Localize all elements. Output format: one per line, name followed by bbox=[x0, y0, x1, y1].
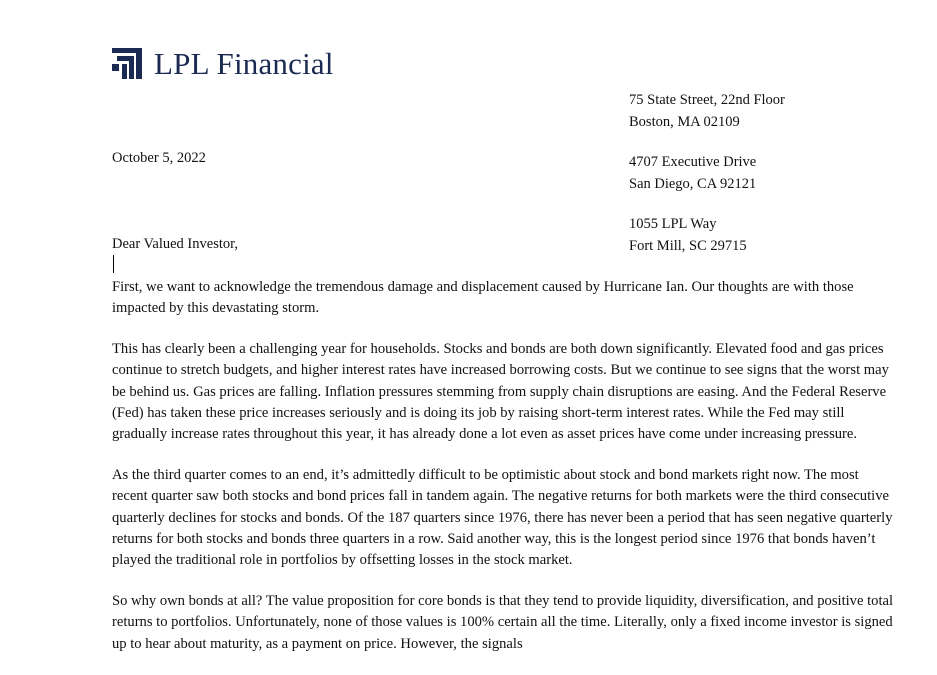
address-fort-mill bbox=[629, 213, 785, 257]
lpl-wordmark: LPL Financial bbox=[154, 46, 334, 81]
address-line: 4707 Executive Drive bbox=[629, 154, 757, 170]
body-paragraph: This has clearly been a challenging year for households. Stocks and bonds are both down significantly. Elevated food and gas prices continue to stretch budgets, and higher interest rates have increased borrowing costs. But we continue to see signs that the worst may be behind us. Gas prices are falling. Inflation pressures stemming from supply chain disruptions are easing. And the Federal Reserve (Fed) has taken these price increases seriously and is doing its job by raising short-term interest rates. While the Fed may still gradually increase rates throughout this year, it has already done a lot even as asset prices have come under increasing pressure. bbox=[112, 340, 889, 443]
letterhead bbox=[112, 48, 334, 79]
letter-date: October 5, 2022 bbox=[112, 150, 206, 166]
body-paragraph: So why own bonds at all? The value proposition for core bonds is that they tend to provide liquidity, diversification, and positive total returns to portfolios. Unfortunately, none of those values is 100% certain all the time. Literally, only a fixed income investor is signed up to hear about maturity, as a payment on price. However, the signals bbox=[112, 592, 894, 652]
body-paragraph: As the third quarter comes to an end, it’s admittedly difficult to be optimistic about stock and bond markets right now. The most recent quarter saw both stocks and bond prices fall in tandem again. The negative returns for both markets were the third consecutive quarterly declines for stocks and bonds. Of the 187 quarters since 1976, there has never been a period that has seen negative quarterly returns for both stocks and bonds three quarters in a row. Said another way, this is the longest period since 1976 that bonds haven’t played the traditional role in portfolios by offsetting losses in the stock market. bbox=[112, 466, 893, 569]
address-san-diego bbox=[629, 151, 785, 195]
text-cursor-caret bbox=[113, 255, 114, 273]
address-line: 75 State Street, 22nd Floor bbox=[629, 92, 785, 108]
address-boston bbox=[629, 89, 785, 133]
lpl-logo-mark-icon bbox=[112, 48, 142, 79]
body-paragraph: First, we want to acknowledge the tremendous damage and displacement caused by Hurricane Ian. Our thoughts are with those impacted by this devastating storm. bbox=[112, 279, 854, 317]
address-line: 1055 LPL Way bbox=[629, 216, 717, 232]
salutation: Dear Valued Investor, bbox=[112, 236, 238, 252]
letter-body bbox=[112, 277, 894, 655]
address-line: Boston, MA 02109 bbox=[629, 114, 740, 130]
address-line: Fort Mill, SC 29715 bbox=[629, 238, 747, 254]
office-address-block bbox=[629, 89, 785, 257]
address-line: San Diego, CA 92121 bbox=[629, 176, 757, 192]
